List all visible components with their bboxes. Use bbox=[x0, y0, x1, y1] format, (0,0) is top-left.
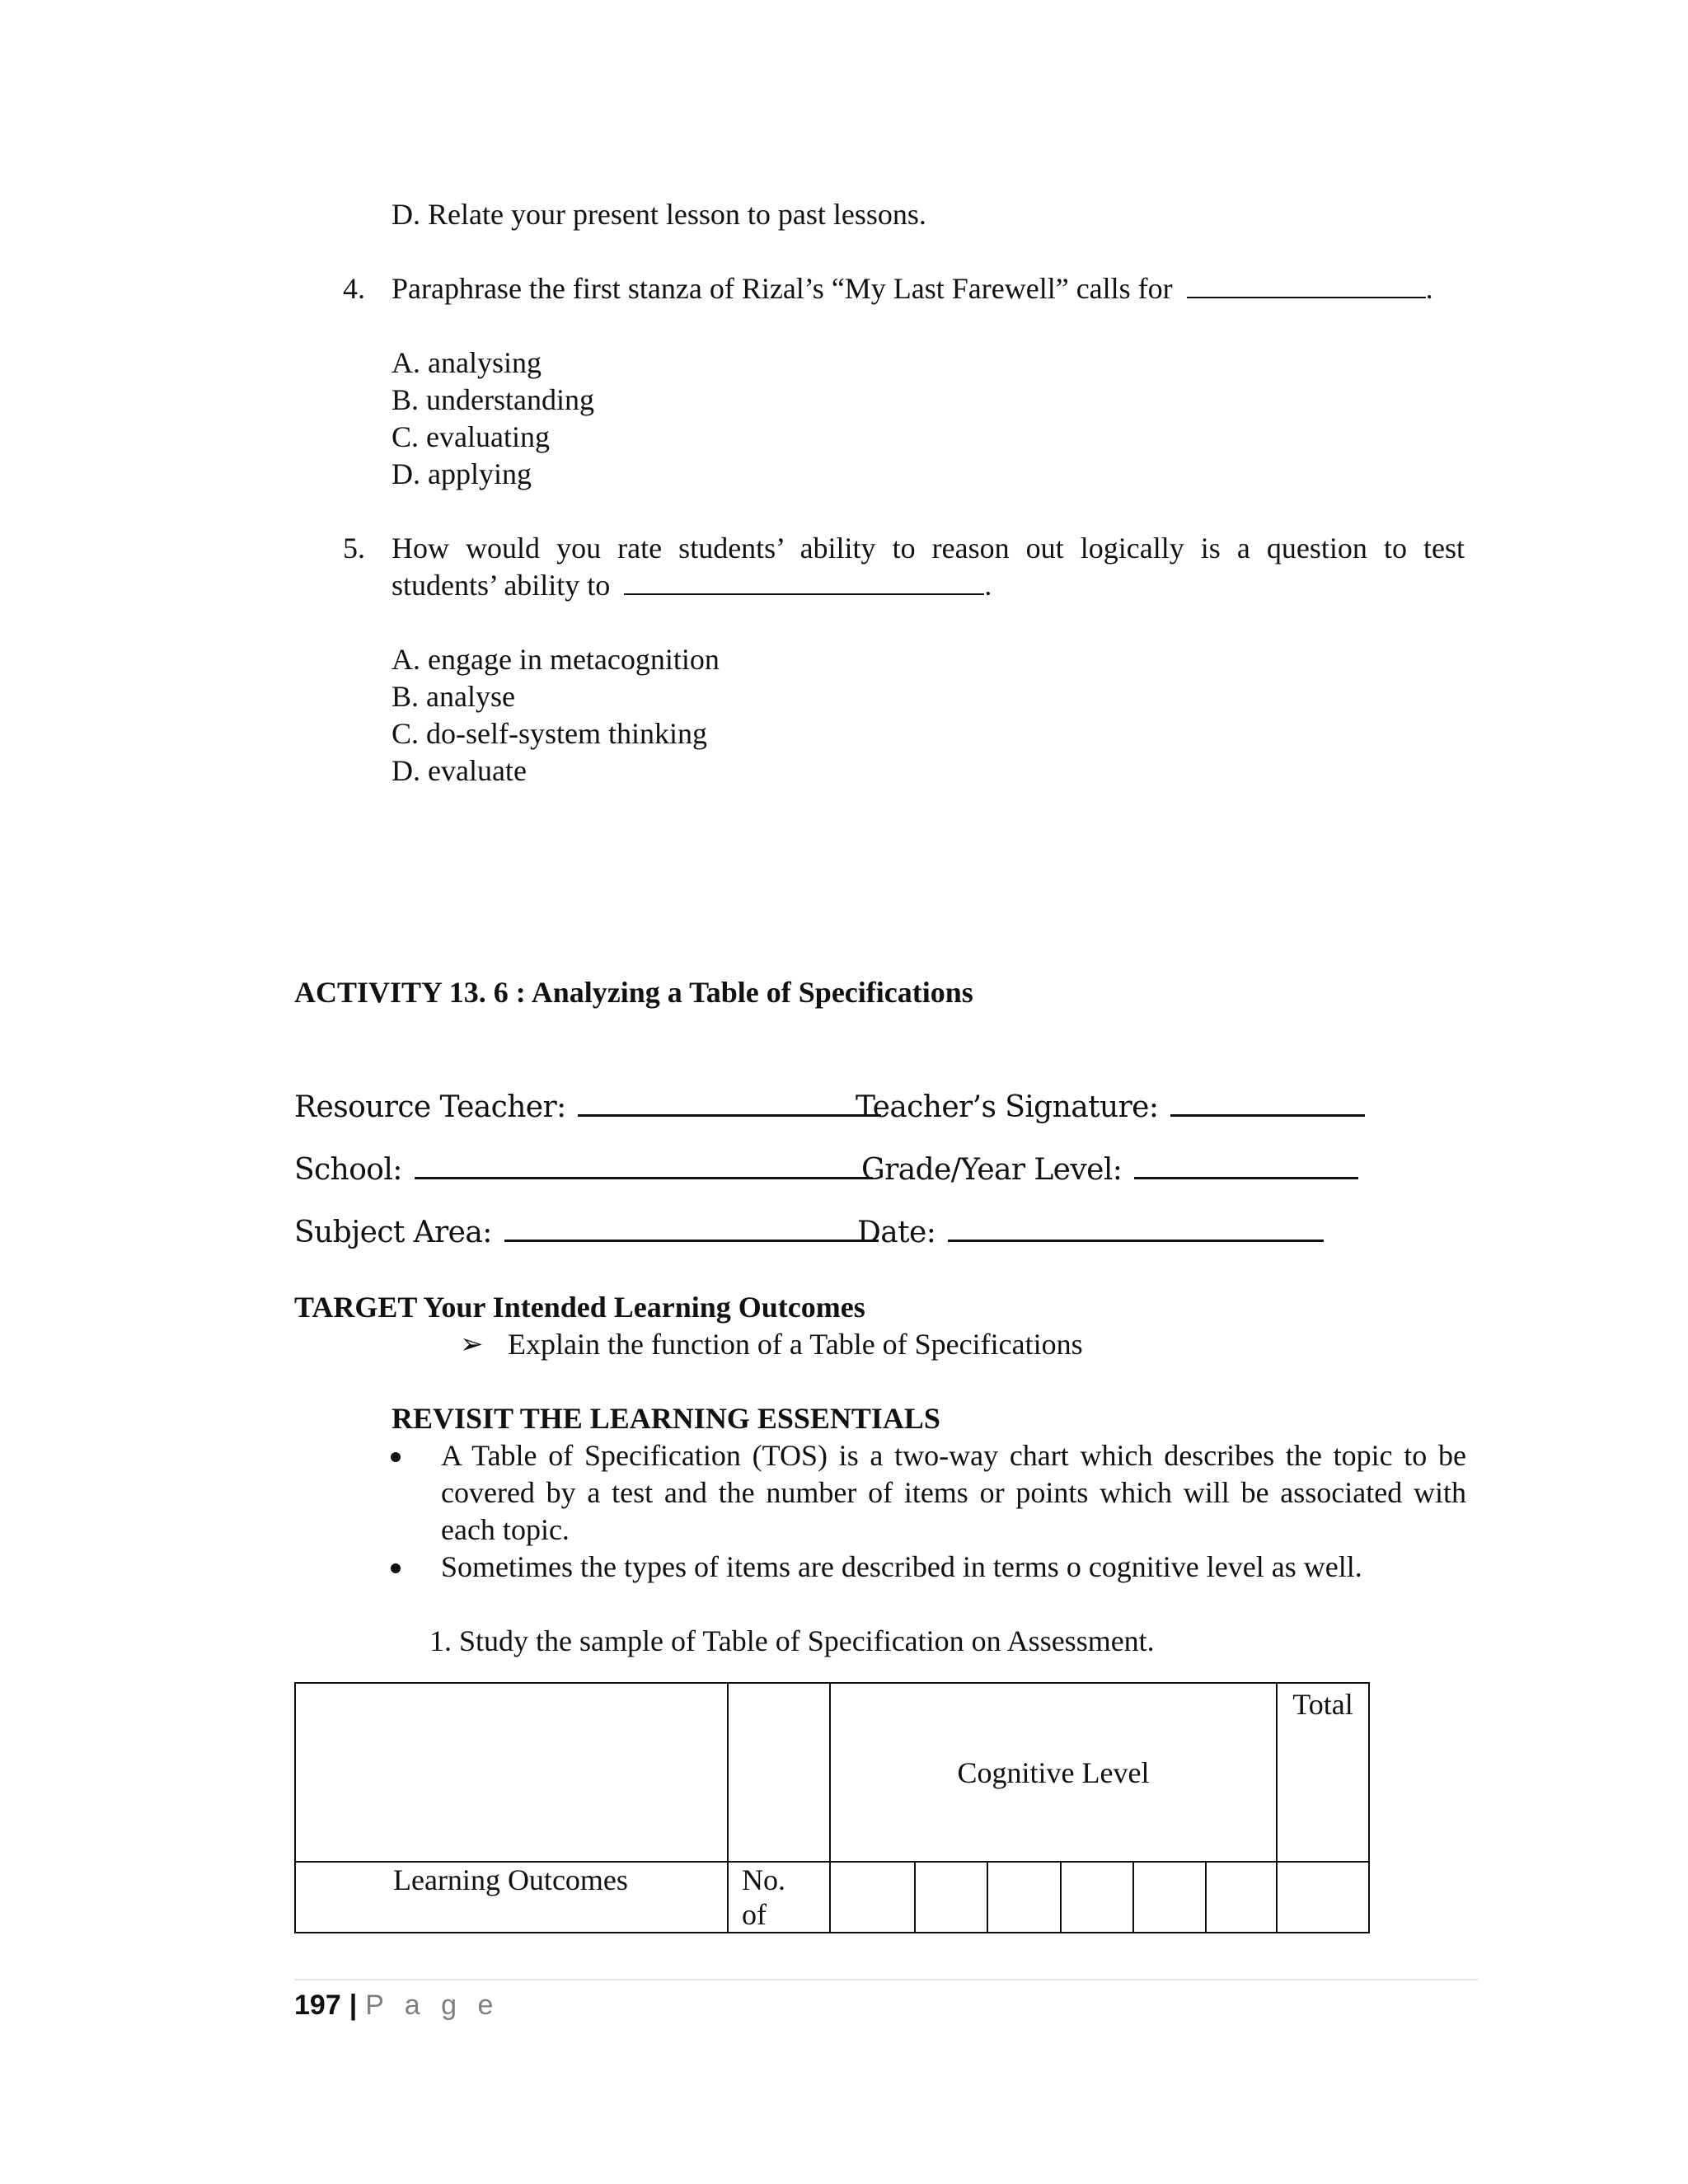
footer-divider bbox=[294, 1979, 1478, 1980]
table-cell-empty bbox=[295, 1683, 728, 1862]
date-blank bbox=[948, 1215, 1324, 1242]
revisit-heading: REVISIT THE LEARNING ESSENTIALS bbox=[392, 1402, 940, 1435]
learning-outcomes-label: Learning Outcomes bbox=[393, 1863, 628, 1896]
resource-teacher-blank bbox=[578, 1090, 881, 1117]
bullet1-line1: A Table of Specification (TOS) is a two-way chart which describes the topic to be bbox=[441, 1439, 1466, 1472]
page-label: P a g e bbox=[365, 1990, 500, 2021]
subject-area-blank bbox=[504, 1215, 879, 1242]
grade-level-blank bbox=[1134, 1152, 1358, 1179]
tos-table bbox=[294, 1682, 1370, 1933]
q4-option-b: B. understanding bbox=[392, 383, 594, 416]
q5-stem-line2 bbox=[392, 567, 992, 604]
page-number: 197 bbox=[294, 1990, 341, 2021]
q5-stem-line1: How would you rate students’ ability to reason out logically is a question to test bbox=[392, 532, 1465, 565]
bullet1-line3: each topic. bbox=[441, 1513, 570, 1546]
table-cell-empty bbox=[1277, 1862, 1369, 1933]
table-cell-empty bbox=[728, 1683, 830, 1862]
total-label: Total bbox=[1292, 1688, 1353, 1721]
q5-option-d: D. evaluate bbox=[392, 754, 527, 787]
table-row bbox=[295, 1862, 1369, 1933]
q4-option-a: A. analysing bbox=[392, 346, 542, 379]
school-blank bbox=[415, 1152, 873, 1179]
q4-option-c: C. evaluating bbox=[392, 420, 550, 453]
target-item: Explain the function of a Table of Specifications bbox=[508, 1328, 1083, 1361]
activity-title: ACTIVITY 13. 6 : Analyzing a Table of Specifications bbox=[294, 976, 973, 1009]
table-cell-empty bbox=[1061, 1862, 1133, 1933]
page-footer bbox=[294, 1987, 499, 2023]
grade-level-field bbox=[861, 1151, 1358, 1188]
q5-option-c: C. do-self-system thinking bbox=[392, 717, 707, 750]
footer-separator: | bbox=[349, 1990, 358, 2021]
table-cell-empty bbox=[830, 1862, 915, 1933]
arrow-bullet-icon: ➢ bbox=[460, 1328, 484, 1361]
no-of-items-cell bbox=[728, 1862, 830, 1933]
q4-option-d: D. applying bbox=[392, 457, 532, 490]
q5-number: 5. bbox=[343, 532, 365, 565]
cognitive-level-label: Cognitive Level bbox=[957, 1755, 1150, 1789]
no-of-line2: of bbox=[742, 1898, 767, 1931]
cognitive-level-header bbox=[830, 1683, 1277, 1862]
teacher-signature-field bbox=[856, 1089, 1365, 1126]
q4-stem-text: Paraphrase the first stanza of Rizal’s “My Last Farewell” calls for bbox=[392, 272, 1173, 305]
q5-option-b: B. analyse bbox=[392, 680, 515, 713]
target-heading: TARGET Your Intended Learning Outcomes bbox=[294, 1291, 865, 1324]
subject-area-field bbox=[294, 1214, 879, 1251]
resource-teacher-field bbox=[294, 1089, 881, 1126]
grade-level-label: Grade/Year Level: bbox=[861, 1153, 1123, 1187]
teacher-signature-blank bbox=[1170, 1090, 1365, 1117]
teacher-signature-label: Teacher’s Signature: bbox=[856, 1090, 1159, 1124]
q3-option-d: D. Relate your present lesson to past lessons. bbox=[392, 198, 926, 231]
school-label: School: bbox=[294, 1153, 402, 1187]
bullet1-line2: covered by a test and the number of items or points which will be associated with bbox=[441, 1476, 1466, 1509]
step1-instruction: 1. Study the sample of Table of Specification on Assessment. bbox=[429, 1624, 1155, 1657]
subject-area-label: Subject Area: bbox=[294, 1216, 492, 1249]
learning-outcomes-cell bbox=[295, 1862, 728, 1933]
q4-number: 4. bbox=[343, 272, 365, 305]
q5-answer-blank bbox=[624, 569, 984, 595]
table-cell-empty bbox=[915, 1862, 987, 1933]
table-cell-empty bbox=[987, 1862, 1061, 1933]
q4-stem-end: . bbox=[1425, 272, 1433, 305]
school-field bbox=[294, 1151, 873, 1188]
bullet-icon bbox=[391, 1563, 401, 1573]
resource-teacher-label: Resource Teacher: bbox=[294, 1090, 566, 1124]
date-label: Date: bbox=[857, 1216, 936, 1249]
table-row bbox=[295, 1683, 1369, 1862]
q4-answer-blank bbox=[1187, 272, 1426, 298]
table-cell-empty bbox=[1133, 1862, 1206, 1933]
table-cell-empty bbox=[1206, 1862, 1277, 1933]
q4-stem bbox=[392, 270, 1433, 307]
date-field bbox=[857, 1214, 1324, 1251]
total-header bbox=[1277, 1683, 1369, 1862]
no-of-line1: No. bbox=[742, 1863, 785, 1896]
bullet2-text: Sometimes the types of items are described in terms o cognitive level as well. bbox=[441, 1550, 1362, 1583]
q5-stem-line2-text: students’ ability to bbox=[392, 569, 611, 602]
q5-stem-end: . bbox=[984, 569, 992, 602]
bullet-icon bbox=[391, 1452, 401, 1462]
q5-option-a: A. engage in metacognition bbox=[392, 643, 720, 676]
